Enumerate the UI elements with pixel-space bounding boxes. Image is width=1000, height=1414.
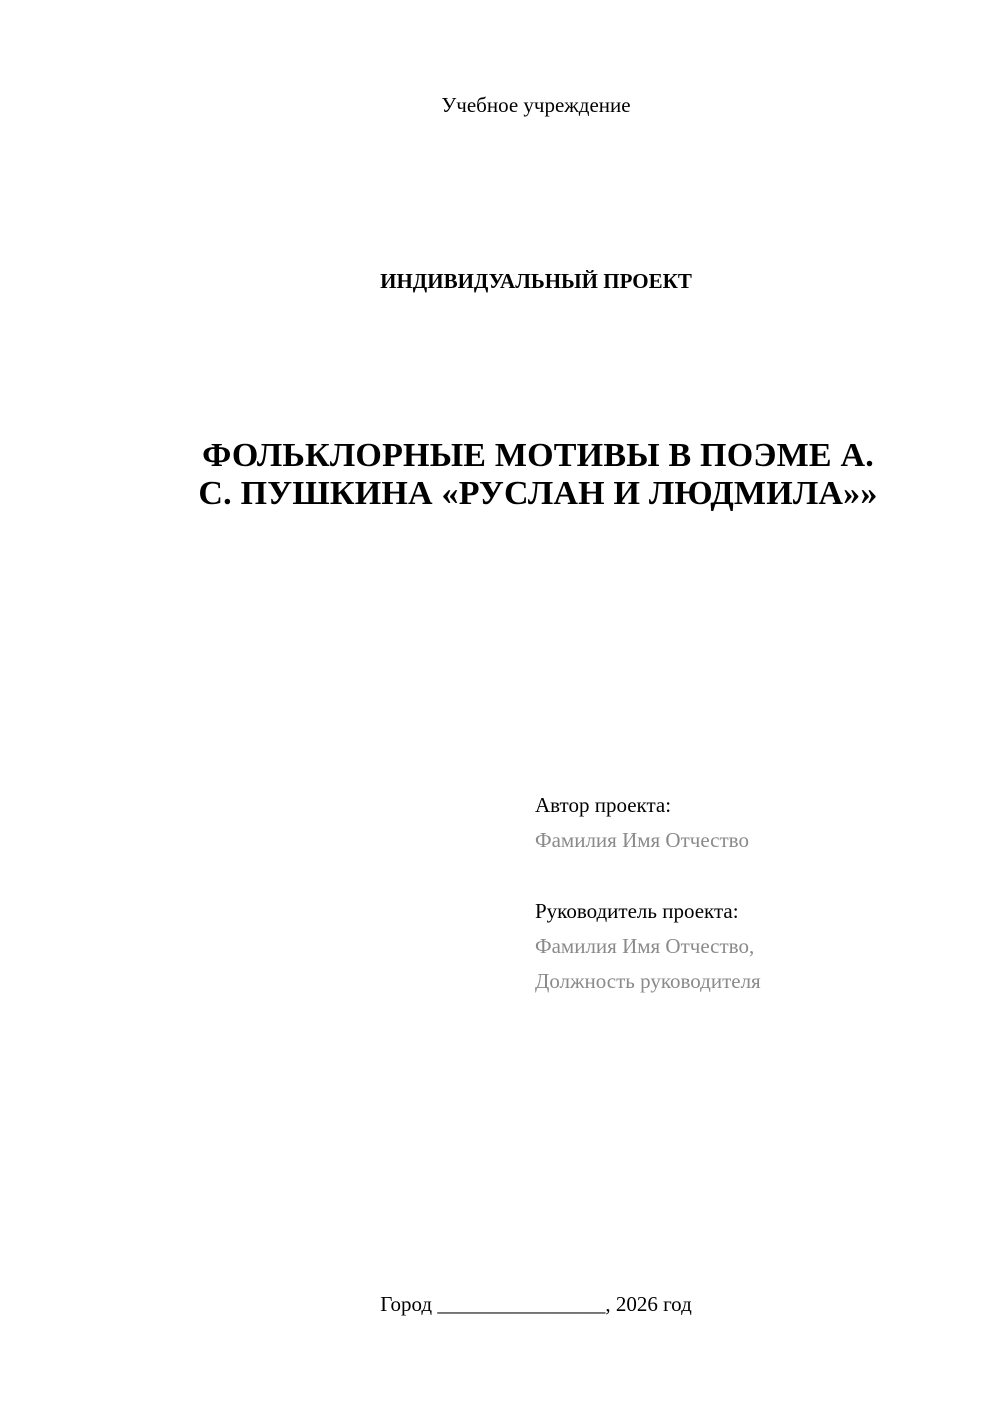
project-title-line-1: ФОЛЬКЛОРНЫЕ МОТИВЫ В ПОЭМЕ А. bbox=[202, 437, 874, 474]
supervisor-label: Руководитель проекта: bbox=[535, 899, 739, 923]
author-name: Фамилия Имя Отчество bbox=[535, 828, 749, 852]
supervisor-name: Фамилия Имя Отчество, bbox=[535, 934, 755, 958]
author-label: Автор проекта: bbox=[535, 793, 672, 817]
city-year-line: Город ________________, 2026 год bbox=[380, 1292, 692, 1316]
project-title-line-2: С. ПУШКИНА «РУСЛАН И ЛЮДМИЛА»» bbox=[198, 475, 878, 512]
supervisor-position: Должность руководителя bbox=[535, 969, 761, 993]
project-title bbox=[150, 437, 926, 513]
institution-name: Учебное учреждение bbox=[441, 93, 631, 117]
document-type: ИНДИВИДУАЛЬНЫЙ ПРОЕКТ bbox=[380, 269, 692, 293]
